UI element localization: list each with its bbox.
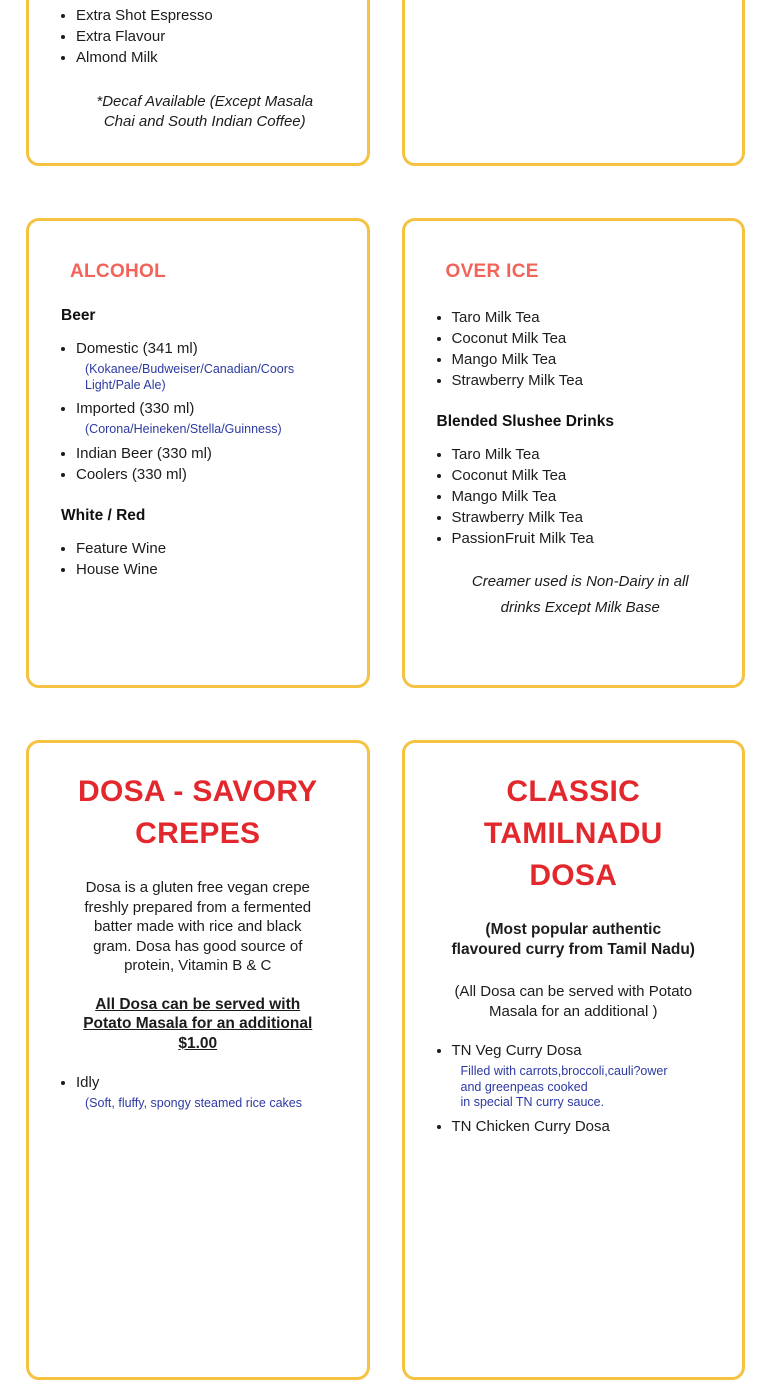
dosa-list	[61, 1072, 335, 1112]
menu-item: • House Wine	[76, 559, 335, 580]
menu-item-label: Domestic (341 ml)	[76, 340, 198, 357]
menu-item	[76, 398, 335, 438]
item-note: (Soft, fluffy, spongy steamed rice cakes	[85, 1096, 302, 1110]
menu-item: • Feature Wine	[76, 538, 335, 559]
menu-item: • Mango Milk Tea	[452, 486, 711, 507]
beer-subheading: Beer	[61, 307, 96, 324]
menu-item: • Coconut Milk Tea	[452, 328, 711, 349]
classic-dosa-list	[437, 1040, 711, 1137]
menu-item: • Strawberry Milk Tea	[452, 370, 711, 391]
menu-item: • Strawberry Milk Tea	[452, 507, 711, 528]
dosa-offer-note: All Dosa can be served with Potato Masala for an additional $1.00	[83, 995, 313, 1052]
menu-item: • Extra Shot Espresso	[76, 5, 335, 26]
menu-item	[76, 338, 335, 393]
slushee-list	[437, 444, 711, 549]
menu-item: • Taro Milk Tea	[452, 444, 711, 465]
menu-item: • Mango Milk Tea	[452, 349, 711, 370]
menu-item: • TN Chicken Curry Dosa	[452, 1116, 711, 1137]
menu-item: • Almond Milk	[76, 47, 335, 68]
menu-card-alcohol	[26, 218, 370, 688]
dosa-description: Dosa is a gluten free vegan crepe freshly prepared from a fermented batter made with rice and black gram. Dosa has good source of protein, Vitamin B & C	[84, 879, 312, 974]
menu-item-label: Imported (330 ml)	[76, 400, 195, 417]
decaf-note: *Decaf Available (Except Masala Chai and South Indian Coffee)	[96, 93, 314, 130]
classic-offer-note: (All Dosa can be served with Potato Masala for an additional )	[454, 983, 693, 1020]
item-note: (Corona/Heineken/Stella/Guinness)	[85, 422, 282, 436]
menu-card-over-ice	[402, 218, 746, 688]
wine-list	[61, 538, 335, 580]
addons-list	[61, 5, 335, 68]
menu-item-label: TN Veg Curry Dosa	[451, 1042, 582, 1059]
card-title: ALCOHOL	[70, 261, 167, 282]
menu-item: • Extra Flavour	[76, 26, 335, 47]
menu-item-label: Idly	[76, 1074, 100, 1091]
menu-item	[76, 1072, 335, 1112]
over-ice-list	[437, 307, 711, 391]
slushee-subheading: Blended Slushee Drinks	[436, 413, 614, 430]
menu-item: • Coconut Milk Tea	[452, 465, 711, 486]
classic-subtitle: (Most popular authentic flavoured curry from Tamil Nadu)	[451, 921, 695, 958]
card-title: DOSA - SAVORY CREPES	[78, 775, 318, 850]
creamer-note: Creamer used is Non-Dairy in all drinks Except Milk Base	[471, 573, 689, 616]
menu-item: • Taro Milk Tea	[452, 307, 711, 328]
item-note: Filled with carrots,broccoli,cauli?ower and greenpeas cooked in special TN curry sauce.	[460, 1064, 668, 1109]
menu-item: • Indian Beer (330 ml)	[76, 443, 335, 464]
wine-subheading: White / Red	[61, 506, 146, 524]
card-title: CLASSIC TAMILNADU DOSA	[483, 775, 663, 892]
menu-card-addons	[26, 0, 370, 166]
card-title: OVER ICE	[445, 261, 539, 282]
menu-card-classic-tamilnadu-dosa	[402, 740, 746, 1380]
menu-item	[452, 1040, 711, 1111]
menu-card-top-right	[402, 0, 746, 166]
beer-list	[61, 338, 335, 485]
menu-item: • Coolers (330 ml)	[76, 464, 335, 485]
menu-item: • PassionFruit Milk Tea	[452, 528, 711, 549]
item-note: (Kokanee/Budweiser/Canadian/Coors Light/Pale Ale)	[85, 362, 295, 392]
menu-card-dosa-savory-crepes	[26, 740, 370, 1380]
